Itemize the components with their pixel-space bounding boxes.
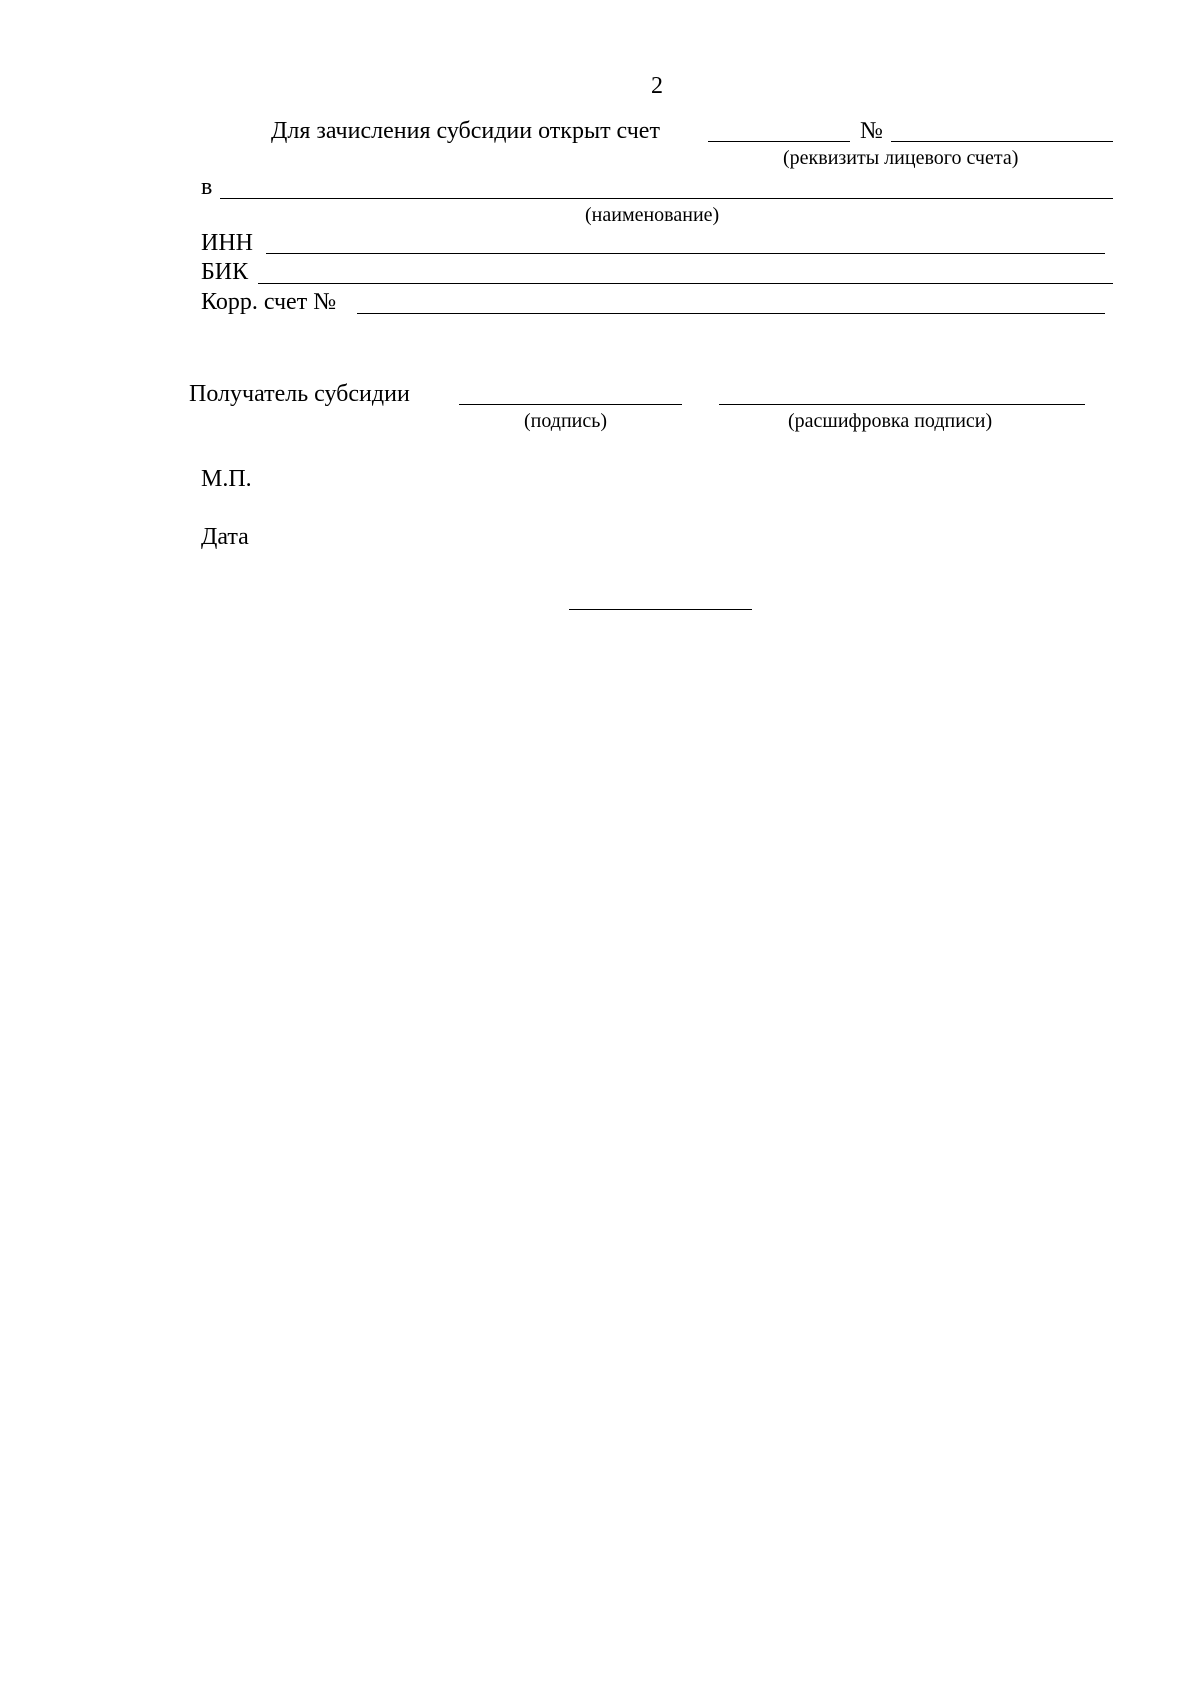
inn-blank xyxy=(266,253,1105,254)
caption-signature-decoding: (расшифровка подписи) xyxy=(788,410,993,432)
page-number: 2 xyxy=(651,73,663,99)
caption-bank-name: (наименование) xyxy=(585,204,720,226)
signature-decoding-blank xyxy=(719,404,1085,405)
date-label: Дата xyxy=(201,524,249,550)
number-sign: № xyxy=(860,118,883,144)
in-label: в xyxy=(201,174,213,200)
recipient-label: Получатель субсидии xyxy=(189,381,410,407)
account-type-blank xyxy=(708,141,850,142)
bank-name-blank xyxy=(220,198,1113,199)
caption-signature: (подпись) xyxy=(524,410,608,432)
stamp-label: М.П. xyxy=(201,466,252,492)
corr-account-blank xyxy=(357,313,1105,314)
account-number-blank xyxy=(891,141,1113,142)
inn-label: ИНН xyxy=(201,230,253,256)
caption-account-requisites: (реквизиты лицевого счета) xyxy=(783,147,1019,169)
corr-account-label: Корр. счет № xyxy=(201,289,337,315)
end-separator-line xyxy=(569,609,752,610)
signature-blank xyxy=(459,404,682,405)
bik-label: БИК xyxy=(201,259,249,285)
account-intro-text: Для зачисления субсидии открыт счет xyxy=(271,118,660,144)
bik-blank xyxy=(258,283,1113,284)
